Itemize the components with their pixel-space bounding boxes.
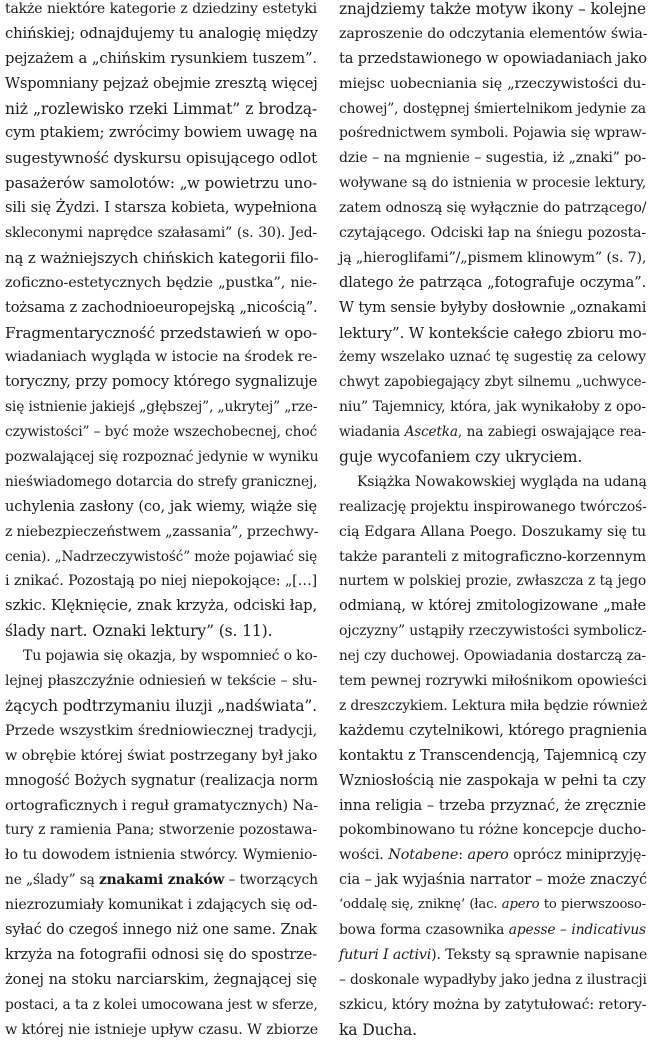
text-line (339, 271, 646, 296)
text-line (5, 420, 317, 445)
text-segment: chwyt zapobiegający zbyt silnemu „uchwyce- (339, 374, 646, 391)
text-line (5, 669, 317, 694)
text-segment: żemy wszelako uznać tę sugestię za celowy (339, 349, 646, 366)
text-segment: także niektóre kategorie z dziedziny estetyki (5, 1, 317, 17)
text-line (5, 72, 317, 97)
italic-text: Ascetka (404, 424, 458, 441)
text-line (5, 296, 317, 321)
text-line (339, 569, 646, 594)
text-segment: skleconymi naprędce szałasami” (s. 30). Jed- (5, 225, 317, 242)
text-line (339, 420, 646, 445)
text-line (339, 395, 646, 420)
text-line (5, 569, 317, 594)
text-segment: W tym sensie byłyby dosłownie „oznakami (339, 298, 647, 316)
text-segment: chowej”, dostępnej śmiertelnikom jedynie za (339, 100, 646, 117)
text-line (339, 993, 646, 1018)
text-segment: miejsc uobecniania się „rzeczywistości du- (339, 75, 646, 92)
text-line (339, 943, 646, 968)
text-segment: tożsama z zachodnioeuropejską „nicością”. (5, 298, 318, 316)
text-segment: – tworzących (224, 872, 318, 889)
text-segment: ojczyzny” ustąpiły rzeczywistości symbolicz- (339, 623, 647, 640)
text-segment: zatem odnoszą się wyłącznie do patrzącego/ (339, 200, 647, 217)
text-line (339, 97, 646, 122)
text-line (339, 221, 646, 246)
text-segment: ka Ducha. (339, 1020, 417, 1039)
text-line (5, 0, 317, 22)
text-line (5, 744, 317, 769)
text-line (5, 644, 317, 669)
text-segment: ną z ważniejszych chińskich kategorii filo- (5, 248, 319, 267)
text-line (339, 619, 646, 644)
text-line (339, 744, 646, 769)
text-segment: Wspomniany pejzaż obejmie zresztą więcej (5, 74, 318, 92)
italic-text: futuri I activi (339, 946, 432, 963)
text-segment: woływane są do istnienia w procesie lektury, (339, 175, 646, 192)
right-text-column (339, 0, 646, 1042)
text-segment: wości. (339, 847, 389, 864)
text-line (339, 694, 646, 719)
text-segment: ta przedstawionego w opowiadaniach jako (339, 49, 647, 67)
text-line (5, 445, 317, 470)
text-segment: z dreszczykiem. Lektura miła będzie również (339, 697, 648, 714)
text-segment: postaci, a ta z kolei umocowana jest w sferze, (5, 996, 318, 1013)
text-line (5, 97, 317, 122)
text-segment: kontaktu z Transcendencją, Tajemnicą czy (339, 746, 647, 764)
text-segment: pejzażem a „chińskim rysunkiem tuszem”. (5, 49, 317, 67)
text-line (5, 794, 317, 819)
text-line (339, 370, 646, 395)
text-segment: sugestywność dyskursu opisującego odlot (5, 149, 317, 168)
text-segment: lektury”. W kontekście całego zbioru mo- (339, 323, 647, 342)
text-line (5, 321, 317, 346)
text-segment: ne „ślady” są (5, 872, 99, 889)
text-segment: wiadania (339, 424, 405, 441)
text-segment: nej czy duchowej. Opowiadania dostarczą za- (339, 648, 646, 665)
text-segment: niż „rozlewisko rzeki Limmat” z brodzą- (5, 99, 317, 118)
text-segment: niezrozumiały komunikat i zdających się od- (5, 897, 317, 914)
text-line (339, 545, 646, 570)
text-segment: krzyża na fotografii odnosi się do spostrze- (5, 945, 317, 963)
text-segment: dlatego że patrząca „fotografuje oczyma”. (339, 273, 646, 291)
text-segment: szkic. Klęknięcie, znak krzyża, odciski łap, (5, 597, 317, 615)
text-segment: znajdziemy także motyw ikony – kolejne (339, 0, 646, 18)
text-line (5, 968, 317, 993)
text-segment: ortograficznych i reguł gramatycznych) Na- (5, 797, 318, 814)
text-line (339, 644, 646, 669)
text-line (5, 993, 317, 1018)
text-line (5, 594, 317, 619)
text-line (339, 818, 646, 843)
italic-text: apero (467, 847, 509, 864)
text-segment: żących podtrzymaniu iluzji „nadświata”. (5, 696, 317, 715)
text-line (5, 520, 317, 545)
text-line (339, 470, 646, 495)
text-line (5, 345, 317, 370)
text-line (5, 918, 317, 943)
italic-text: apesse – indicativus (508, 921, 646, 938)
text-segment: ło tu dowodem istnienia stwórcy. Wymienio- (5, 847, 317, 864)
text-segment: czywistości” – być może wszechobecnej, choć (5, 424, 318, 441)
text-line (5, 395, 317, 420)
text-segment: zaproszenie do odczytania elementów świa- (339, 25, 648, 42)
text-line (339, 669, 646, 694)
text-segment: z niebezpieczeństwem „zassania”, przechwy- (5, 523, 319, 540)
text-line (5, 470, 317, 495)
text-segment: oprócz miniprzyję- (508, 847, 646, 864)
text-segment: każdemu czytelnikowi, którego pragnienia (339, 721, 648, 739)
text-segment: tury z ramienia Pana; stworzenie pozostawa- (5, 822, 317, 839)
text-segment: : (458, 847, 468, 864)
italic-text: Notabene (388, 847, 459, 864)
text-line (5, 1018, 317, 1042)
text-line (5, 22, 317, 47)
text-line (339, 843, 646, 868)
text-line (339, 146, 646, 171)
text-segment: ). Teksty są sprawnie napisane (431, 946, 648, 963)
text-segment: pasażerów samolotów: „w powietrzu uno- (5, 174, 317, 193)
text-line (339, 196, 646, 221)
text-line (339, 47, 646, 72)
text-line (339, 72, 646, 97)
text-segment: ją „hieroglifami”/„pismem klinowym” (s. 7), (339, 249, 647, 266)
text-line (339, 769, 646, 794)
text-segment: bowa forma czasownika (339, 921, 509, 938)
bold-text: znakami znaków (98, 872, 225, 889)
text-line (5, 370, 317, 395)
text-segment: cenia). „Nadrzeczywistość” może pojawiać się (5, 548, 317, 565)
text-segment: nieświadomego dotarcia do strefy granicznej, (5, 473, 318, 490)
text-line (5, 843, 317, 868)
text-segment: tem pewnej rozrywki miłośnikom opowieści (339, 673, 647, 690)
text-segment: ‘oddalę się, zniknę’ (łac. (339, 897, 502, 913)
text-line (339, 321, 646, 346)
text-segment: guje wycofaniem czy ukryciem. (339, 448, 583, 467)
text-segment: żonej na stoku narciarskim, żegnającej się (5, 970, 317, 988)
text-segment: to pierwszooso- (539, 897, 646, 913)
text-line (339, 918, 646, 943)
text-segment: czytającego. Odciski łap na śniegu pozosta- (339, 225, 646, 242)
text-line (339, 1018, 646, 1042)
text-segment: Przede wszystkim średniowiecznej tradycji, (5, 722, 317, 739)
text-line (339, 345, 646, 370)
text-segment: się istnienie jakiejś „głębszej”, „ukrytej” „rze- (5, 399, 318, 416)
text-segment: chińskiej; odnajdujemy tu analogię między (5, 24, 318, 42)
text-line (339, 893, 646, 918)
text-line (339, 495, 646, 520)
text-segment: nurtem w polskiej prozie, zwłaszcza z tą jego (339, 573, 646, 590)
italic-text: apero (501, 897, 540, 913)
text-segment: niu” Tajemnicy, która, jak wynikałoby z opo- (339, 399, 646, 416)
text-segment: sili się Żydzi. I starsza kobieta, wypełniona (5, 199, 317, 217)
text-segment: – doskonale wypadłyby jako jedna z ilustracji (339, 971, 647, 988)
text-segment: lejnej płaszczyźnie odniesień w tekście – słu- (5, 673, 317, 690)
text-line (339, 0, 646, 22)
text-line (339, 520, 646, 545)
left-text-column (5, 0, 317, 1042)
text-line (5, 146, 317, 171)
text-line (339, 121, 646, 146)
text-line (5, 694, 317, 719)
text-line (5, 893, 317, 918)
text-line (5, 246, 317, 271)
text-line (339, 594, 646, 619)
text-segment: inna religia – trzeba przyznać, że zręcznie (339, 796, 646, 814)
text-segment: szkicu, który można by zatytułować: retory- (339, 996, 647, 1013)
text-segment: cia – jak wyjaśnia narrator – może znaczyć (339, 871, 647, 889)
text-line (339, 794, 646, 819)
text-line (339, 246, 646, 271)
text-line (5, 47, 317, 72)
text-line (5, 769, 317, 794)
text-segment: odmianą, w której zmitologizowane „małe (339, 597, 646, 615)
text-segment: Wzniosłością nie zaspokaja w pełni ta czy (339, 771, 646, 789)
text-segment: wiadaniach wygląda w istocie na środek re- (5, 349, 318, 366)
text-segment: mnogość Bożych sygnatur (realizacja norm (5, 771, 318, 789)
text-line (339, 296, 646, 321)
text-segment: w obrębie której świat postrzegany był jako (5, 747, 318, 764)
text-segment: cią Edgara Allana Poego. Doszukamy się tu (339, 523, 646, 540)
text-line (5, 943, 317, 968)
text-line (339, 719, 646, 744)
text-segment: pozwalającej się rozpoznać jedynie w wyniku (5, 449, 319, 466)
text-segment: syłać do czegoś innego niż one same. Znak (5, 920, 317, 938)
text-line (339, 445, 646, 470)
text-line (5, 196, 317, 221)
text-line (5, 719, 317, 744)
text-line (339, 22, 646, 47)
text-line (5, 545, 317, 570)
text-segment: pośrednictwem symboli. Pojawia się wpraw- (339, 125, 647, 142)
text-segment: toryczny, przy pomocy którego sygnalizuje (5, 373, 318, 391)
text-line (339, 968, 646, 993)
text-segment: cym ptakiem; zwrócimy bowiem uwagę na (5, 124, 318, 142)
text-segment: Tu pojawia się okazja, by wspomnieć o ko- (23, 648, 318, 665)
text-segment: i znikać. Pozostają po niej niepokojące: „[…] (5, 573, 317, 590)
text-line (339, 171, 646, 196)
text-line (5, 271, 317, 296)
text-line (5, 619, 317, 644)
text-segment: pokombinowano tu różne koncepcje ducho- (339, 822, 646, 839)
text-segment: , na zabiegi oswajające rea- (457, 424, 646, 441)
text-line (5, 221, 317, 246)
text-line (5, 868, 317, 893)
text-segment: także paranteli z mitograficzno-korzennym (339, 548, 646, 565)
text-line (5, 121, 317, 146)
text-segment: zoficzno-estetycznych będzie „pustka”, nie- (5, 274, 317, 291)
text-segment: w której nie istnieje upływ czasu. W zbiorze (5, 1021, 319, 1038)
text-line (5, 171, 317, 196)
text-line (339, 868, 646, 893)
text-segment: Fragmentaryczność przedstawień w opo- (5, 323, 317, 342)
text-segment: ślady nart. Oznaki lektury” (s. 11). (5, 622, 273, 641)
text-segment: Książka Nowakowskiej wygląda na udaną (357, 473, 647, 490)
text-segment: realizację projektu inspirowanego twórczoś- (339, 498, 647, 515)
text-line (5, 818, 317, 843)
text-segment: uchylenia zasłony (co, jak wiemy, wiąże się (5, 497, 317, 515)
text-line (5, 495, 317, 520)
text-segment: dzie – na mgnienie – sugestia, iż „znaki” po- (339, 150, 646, 167)
